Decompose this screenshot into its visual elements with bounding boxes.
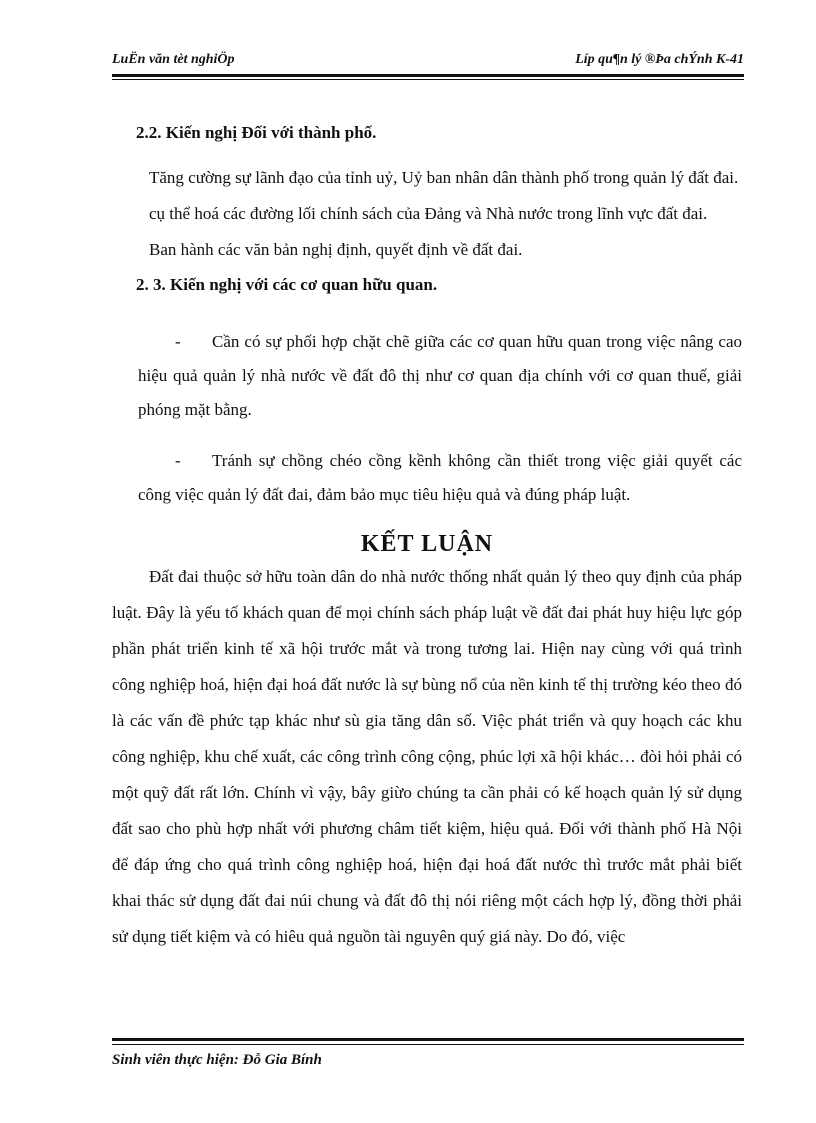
page-header — [112, 50, 744, 72]
bullet-text: Cần có sự phối hợp chặt chẽ giữa các cơ quan hữu quan trong việc nâng cao hiệu quả quản lý nhà nước về đất đô thị như cơ quan địa chính với cơ quan thuế, giải phóng mặt bằng. — [138, 332, 742, 419]
section-2-3-bullet-2 — [138, 444, 742, 512]
bullet-dash: - — [175, 332, 181, 351]
conclusion-paragraph: Đất đai thuộc sở hữu toàn dân do nhà nước thống nhất quản lý theo quy định của pháp luật. Đây là yếu tố khách quan để mọi chính sách pháp luật về đất đai phát huy hiệu lực góp phần phát triển kinh tế xã hội trước mắt và trong tương lai. Hiện nay cùng với quá trình công nghiệp hoá, hiện đại hoá đất nước là sự bùng nổ của nền kinh tế thị trường kéo theo đó là các vấn đề phức tạp khác như sù gia tăng dân số. Việc phát triển và quy hoạch các khu công nghiệp, khu chế xuất, các công trình công cộng, phúc lợi xã hội khác… đòi hỏi phải có một quỹ đất rất lớn. Chính vì vậy, bây giừo chúng ta cần phải có kế hoạch quản lý sử dụng đất sao cho phù hợp nhất với phương châm tiết kiệm, hiệu quả. Đối với thành phố Hà Nội để đáp ứng cho quá trình công nghiệp hoá, hiện đại hoá đất nước thì trước mắt phải biết khai thác sử dụng đất đai núi chung và đất đô thị nói riêng một cách hợp lý, đồng thời phải sử dụng tiết kiệm và có hiêu quả nguồn tài nguyên quý giá này. Do đó, việc — [112, 567, 742, 946]
header-right-text: Líp qu¶n lý ®Þa chÝnh K-41 — [575, 52, 744, 67]
page-content — [112, 122, 742, 955]
footer-rule-thin — [112, 1044, 744, 1045]
section-2-3-heading: 2. 3. Kiến nghị với các cơ quan hữu quan. — [136, 275, 438, 294]
conclusion-title: KẾT LUẬN — [360, 531, 494, 557]
footer-rule-thick — [112, 1038, 744, 1041]
section-2-2-paragraph-1: Tăng cường sự lãnh đạo của tỉnh uỷ, Uỷ ban nhân dân thành phố trong quản lý đất đai. — [149, 168, 739, 187]
section-2-3-bullet-1 — [138, 325, 742, 427]
footer-text: Sinh viên thực hiện: Đỗ Gia Bính — [112, 1052, 322, 1068]
header-rule-thick — [112, 74, 744, 77]
header-left-text: LuËn văn tèt nghiÖp — [112, 52, 235, 67]
bullet-text: Tránh sự chồng chéo cồng kềnh không cần thiết trong việc giải quyết các công việc quản lý đất đai, đảm bảo mục tiêu hiệu quả và đúng pháp luật. — [138, 451, 742, 504]
section-2-2-paragraph-2: cụ thể hoá các đường lối chính sách của Đảng và Nhà nước trong lĩnh vực đất đai. — [149, 204, 708, 223]
section-2-2-heading: 2.2. Kiến nghị Đối với thành phố. — [136, 123, 377, 142]
header-rule-thin — [112, 79, 744, 80]
bullet-dash: - — [175, 451, 181, 470]
section-2-2-paragraph-3: Ban hành các văn bản nghị định, quyết định về đất đai. — [149, 240, 523, 259]
